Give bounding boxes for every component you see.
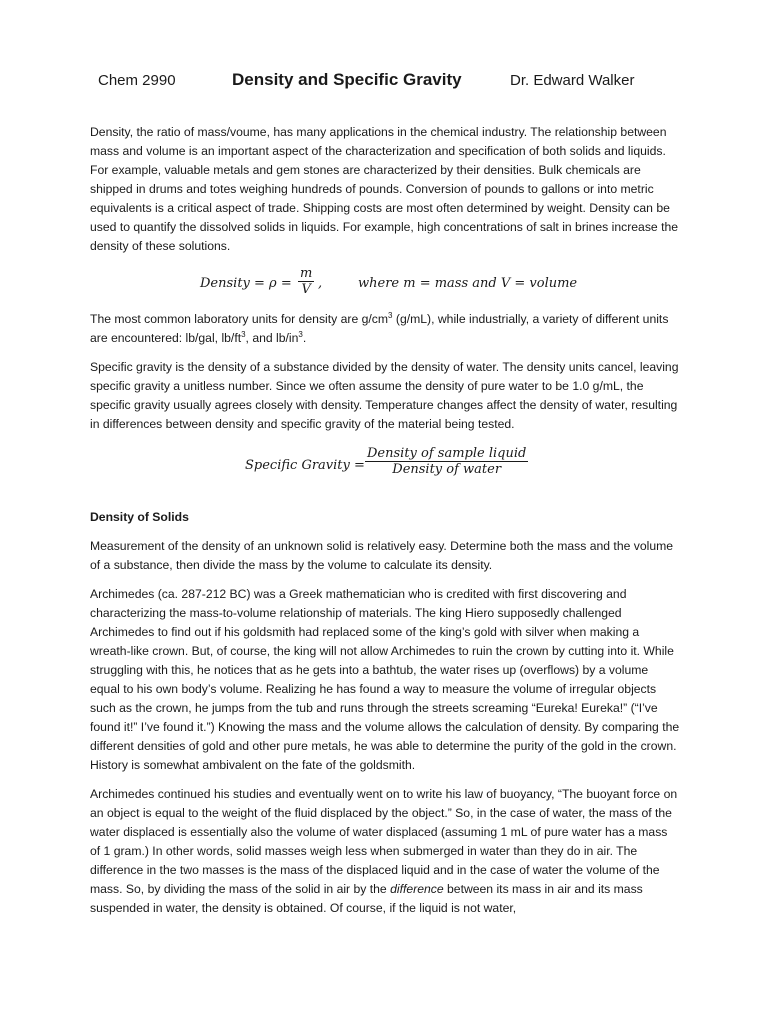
fraction-numerator: Density of sample liquid bbox=[367, 446, 527, 461]
document-header bbox=[90, 70, 678, 100]
author-name: Dr. Edward Walker bbox=[510, 72, 635, 89]
units-sup-a: 3 bbox=[388, 310, 393, 320]
equation-comma: , bbox=[318, 276, 323, 291]
buoyancy-text-b: between its mass in air and its mass suspended in water, the density is obtained. Of course, if the liquid is not water, bbox=[90, 882, 643, 915]
fraction-denominator: Density of water bbox=[392, 462, 502, 477]
units-text-a: The most common laboratory units for density are g/cm bbox=[90, 312, 389, 326]
density-equation-lhs: Density = ρ = bbox=[200, 276, 292, 291]
buoyancy-paragraph bbox=[90, 785, 680, 918]
mass-over-volume-fraction bbox=[298, 266, 314, 297]
buoyancy-emphasis: difference bbox=[390, 882, 444, 896]
fraction-denominator: V bbox=[301, 282, 311, 297]
section-heading: Density of Solids bbox=[90, 510, 189, 524]
units-text-c: , and lb/in bbox=[245, 331, 299, 345]
units-sup-b: 3 bbox=[241, 329, 246, 339]
document-body bbox=[90, 123, 680, 928]
units-paragraph bbox=[90, 310, 680, 348]
units-text-d: . bbox=[302, 331, 307, 345]
solids-paragraph-1: Measurement of the density of an unknown solid is relatively easy. Determine both the mass and the volume of a substance, then divide the mass by the volume to calculate its density. bbox=[90, 539, 674, 572]
archimedes-paragraph: Archimedes (ca. 287-212 BC) was a Greek mathematician who is credited with first discovering and characterizing the mass-to-volume relationship of materials. The king Hiero supposedly challenged Archimedes to find out if his goldsmith had replaced some of the king’s gold with silver when making a wreath-like crown. But, of course, the king will not allow Archimedes to ruin the crown by cutting into it. While struggling with this, he notices that as he gets into a bathtub, the water rises up (overflows) by a volume equal to his own body’s volume. Realizing he has found a way to measure the volume of irregular objects such as the crown, he jumps from the tub and runs through the streets screaming “Eureka! Eureka!” (“I’ve found it!” I’ve found it.”) Knowing the mass and the volume allows the calculation of density. By comparing the different densities of gold and other pure metals, he was able to determine the purity of the gold in the crown. History is somewhat ambivalent on the fate of the goldsmith. bbox=[90, 587, 680, 772]
specific-gravity-equation-lhs: Specific Gravity = bbox=[245, 458, 365, 473]
course-code: Chem 2990 bbox=[98, 72, 176, 89]
specific-gravity-fraction bbox=[365, 446, 528, 477]
intro-paragraph: Density, the ratio of mass/voume, has many applications in the chemical industry. The relationship between mass and volume is an important aspect of the characterization and specification of both solids and liquids. For example, valuable metals and gem stones are characterized by their densities. Bulk chemicals are shipped in drums and totes weighing hundreds of pounds. Conversion of pounds to gallons or into metric equivalents is a critical aspect of trade. Shipping costs are most often determined by weight. Density can be used to quantify the dissolved solids in liquids. For example, high concentrations of salt in brines increase the density of these solutions. bbox=[90, 125, 679, 253]
specific-gravity-equation bbox=[90, 444, 680, 486]
units-text-b: (g/mL), while industrially, a variety of different units are encountered: lb/gal, lb/ft bbox=[90, 312, 669, 345]
units-sup-c: 3 bbox=[298, 329, 303, 339]
buoyancy-text-a: Archimedes continued his studies and eventually went on to write his law of buoyancy, “The buoyant force on an object is equal to the weight of the fluid displaced by the object.” So, in the case of water, the mass of the water displaced is essentially also the volume of water displaced (assuming 1 mL of pure water has a mass of 1 gram.) In other words, solid masses weigh less when submerged in water than they do in air. The difference in the two masses is the mass of the displaced liquid and in the case of water the volume of the mass. So, by dividing the mass of the solid in air by the bbox=[90, 787, 678, 896]
document-title: Density and Specific Gravity bbox=[232, 70, 462, 89]
density-equation bbox=[90, 266, 680, 302]
density-equation-definitions: where m = mass and V = volume bbox=[358, 276, 578, 291]
specific-gravity-paragraph: Specific gravity is the density of a substance divided by the density of water. The density units cancel, leaving specific gravity a unitless number. Since we often assume the density of pure water to be 1.0 g/mL, the specific gravity usually agrees closely with density. Temperature changes affect the density of water, resulting in differences between density and specific gravity of the material being tested. bbox=[90, 360, 679, 431]
fraction-numerator: m bbox=[300, 266, 313, 281]
